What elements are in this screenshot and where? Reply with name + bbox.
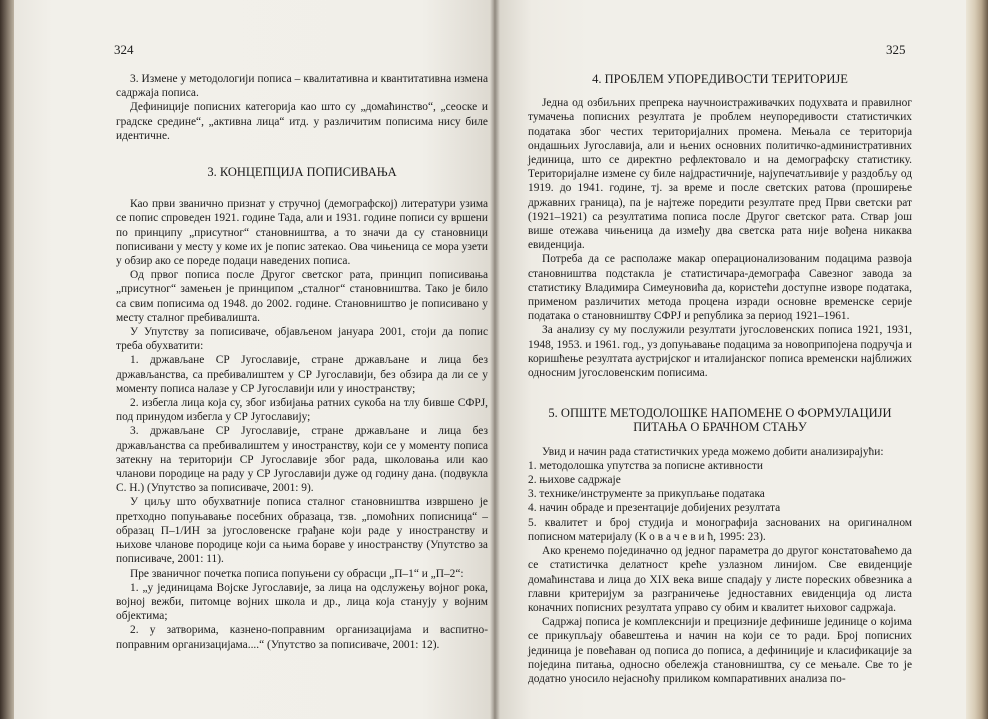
book-gutter: [490, 0, 500, 719]
section-heading: 3. КОНЦЕПЦИЈА ПОПИСИВАЊА: [207, 165, 397, 180]
paragraph: У циљу што обухватније пописа сталног становништва извршено је претходно попуњавање посебних образаца, тзв. „помоћних пописница“ – образац П–1/ИН за југословенске грађане који раде у иностранству и њихове чланове породице који са њима бораве у иностранству (Упутство за пописиваче, 2001: 11).: [116, 496, 488, 566]
left-page: [14, 0, 494, 719]
book-edge-right: [966, 0, 988, 719]
paragraph: Једна од озбиљних препрека научноистраживачких подухвата и правилног тумачења пописних резултата је проблем неупоредивости статистичких података због честих територијалних промена. Мењала се територија ондашњих Југославија, али и њених основних политичко-административних јединица, што се директно рефлектовало и на демографску статистику. Територијалне измене су биле најдрастичније, најупечатљивије у раздобљу од 1919. до 1941. године, тј. за време и после светских ратова (проширење државних граница), па је најтеже поредити резултате пред Први светски рат (1921–1921) са резултатима пописа после Другог светског рата. Ствар још више отежава чињеница да између два светска рата није вођена никаква евиденција.: [528, 97, 912, 252]
right-page: [494, 0, 966, 719]
paragraph: Дефиниције пописних категорија као што су „домаћинство“, „сеоске и градске средине“, „активна лица“ итд. у различитим пописима нису биле идентичне.: [116, 101, 488, 142]
list-item: 2. њихове садржаје: [528, 474, 621, 487]
section-heading-line2: ПИТАЊА О БРАЧНОМ СТАЊУ: [633, 420, 807, 435]
list-item: 4. начин обраде и презентације добијених резултата: [528, 502, 781, 515]
page-number-left: 324: [114, 42, 134, 57]
paragraph: Увид и начин рада статистичких уреда можемо добити анализирајући:: [542, 445, 884, 458]
list-item: 5. квалитет и број студија и монографија заснованих на оригиналном пописном материјалу (К о в а ч е в и ћ, 1995: 23).: [528, 516, 912, 543]
list-item: 1. методолошка упутства за пописне активности: [528, 459, 763, 472]
section-heading: 4. ПРОБЛЕМ УПОРЕДИВОСТИ ТЕРИТОРИЈЕ: [592, 72, 848, 86]
list-item: 2. у затворима, казнено-поправним организацијама и васпитно-поправним организацијама....“ (Упутство за пописиваче, 2001: 12).: [116, 624, 488, 651]
paragraph: Ако кренемо појединачно од једног параметра до другог констатоваћемо да се статистичка делатност креће узлазном линијом. Све евиденције домаћинстава и лица до XIX века више спадају у листе пореских обвезника а главни критеријум за разграничење једноставних евиденција од листа коначних пописних резултата управо су обим и квалитет њиховог садржаја.: [528, 545, 912, 614]
list-item: 2. избегла лица која су, због избијања ратних сукоба на тлу бивше СФРЈ, под принудом избегла у СР Југославију;: [116, 397, 488, 424]
paragraph: Као први званично признат у стручној (демографској) литератури узима се попис спроведен 1921. године Тада, али и 1931. године пописи су вршени по принципу „присутног“ становништва, а то значи да су становници пописивани у месту у коме их је попис затекао. Ова чињеница се мора узети у обзир ако се пореде подаци наведених пописа.: [116, 198, 488, 268]
list-item: 1. „у јединицама Војске Југославије, за лица на одслужењу војног рока, војној вежби, питомце војних школа и др., лица која станују у војним објектима;: [116, 581, 488, 623]
right-page-text: [528, 72, 912, 686]
paragraph: Садржај пописа је комплекснији и прецизније дефинише јединице о којима се прикупљају обавештења и начин на који се то ради. Број пописних јединица је повећаван од пописа до пописа, а дефиниције и класификације за поједина питања, односно обележја становништва, су се мењале. Све то је додатно уносило нејасноћу приликом компаративних анализа по-: [528, 616, 912, 685]
paragraph: Од првог пописа после Другог светског рата, принцип пописивања „присутног“ замењен је принципом „сталног“ становништва. Тако је било са свим пописима од 1948. до 2002. године. Становништво је пописивано у месту сталног пребивалишта.: [116, 269, 488, 324]
methodology-list: [528, 459, 912, 544]
list-item: 1. држављане СР Југославије, стране држављане и лица без држављанства, са пребивалиштем у СР Југославији, без обзира да ли се у моменту пописа налазе у СР Југославији или у иностранству;: [116, 354, 488, 395]
book-edge-left: [0, 0, 14, 719]
paragraph: 3. Измене у методологији пописа – квалитативна и квантитативна измена садржаја пописа.: [116, 73, 488, 100]
paragraph: Пре званичног почетка пописа попуњени су обрасци „П–1“ и „П–2“:: [130, 567, 464, 580]
left-page-text: [116, 72, 488, 652]
paragraph: За анализу су му послужили резултати југословенских пописа 1921, 1931, 1948, 1953. и 1961. год., уз допуњавање подацима за новоприпојена подручја и коришћење резултата аустријског и италијанског пописа временски најближих односним југословенским пописима.: [528, 324, 912, 380]
list-item: 3. технике/инструменте за прикупљање података: [528, 488, 765, 501]
page-number-right: 325: [886, 42, 906, 57]
paragraph: Потреба да се располаже макар операционализованим подацима развоја становништва подстакла је статистичара-демографа Савезног завода за статистику Владимира Симеуновића да, користећи доступне изворе података, применом различитих метода процена изради основне временске серије података о становништву СФРЈ и република за период 1921–1961.: [528, 253, 912, 323]
list-item: 3. држављане СР Југославије, стране држављане и лица без држављанства са пребивалиштем у иностранству, који се у моменту пописа затекну на територији СР Југославије због рада, школовања или као чланови породице на раду у СР Југославији дуже од годину дана. (подвукла С. Н.) (Упутство за пописиваче, 2001: 9).: [116, 425, 488, 495]
section-heading: 5. ОПШТЕ МЕТОДОЛОШКЕ НАПОМЕНЕ О ФОРМУЛАЦИЈИ: [548, 406, 892, 421]
paragraph: У Упутству за пописиваче, објављеном јануара 2001, стоји да попис треба обухватити:: [116, 326, 488, 353]
